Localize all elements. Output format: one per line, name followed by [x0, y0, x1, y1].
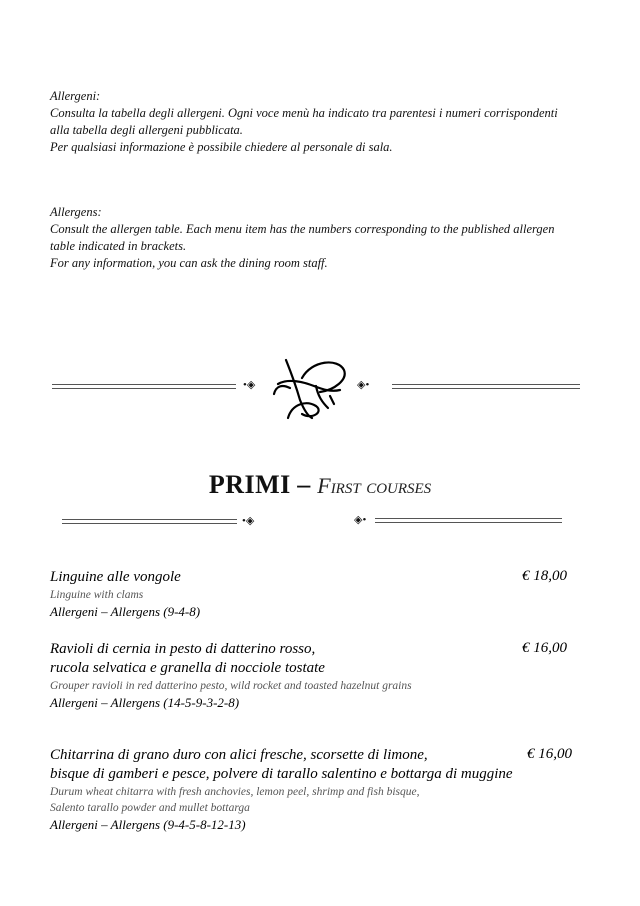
notice-line: Consult the allergen table. Each menu item has the numbers corresponding to the published allergen [50, 222, 555, 236]
item-name: Chitarrina di grano duro con alici fresche, scorsette di limone, [50, 747, 428, 763]
item-description: Grouper ravioli in red datterino pesto, wild rocket and toasted hazelnut grains [50, 680, 412, 692]
item-description-line2: Salento tarallo powder and mullet bottarga [50, 802, 250, 814]
divider-line [62, 519, 237, 524]
diamond-ornament-icon: ◈• [357, 379, 370, 391]
section-title-italian: PRIMI [208, 470, 291, 499]
notice-heading: Allergeni: [50, 89, 101, 103]
notice-line: For any information, you can ask the dining room staff. [50, 256, 328, 270]
item-name: Ravioli di cernia in pesto di datterino rosso, [50, 641, 316, 657]
section-title [0, 470, 640, 500]
flourish-icon [268, 356, 350, 424]
divider-line [392, 384, 580, 389]
item-description: Linguine with clams [50, 589, 144, 601]
item-name-line2: bisque di gamberi e pesce, polvere di tarallo salentino e bottarga di muggine [50, 766, 513, 782]
item-price: € 16,00 [522, 640, 567, 656]
menu-item [50, 746, 513, 833]
diamond-ornament-icon: •◈ [242, 515, 255, 527]
menu-item [50, 640, 412, 711]
section-title-dash: – [297, 470, 311, 499]
notice-line: Consulta la tabella degli allergeni. Ogni voce menù ha indicato tra parentesi i numeri corrispondenti [50, 106, 558, 120]
diamond-ornament-icon: •◈ [243, 379, 256, 391]
divider-line [375, 518, 562, 523]
divider-line [52, 384, 236, 389]
notice-line: Per qualsiasi informazione è possibile chiedere al personale di sala. [50, 140, 393, 154]
item-price: € 16,00 [527, 746, 572, 762]
notice-line: table indicated in brackets. [50, 239, 187, 253]
section-title-english: First courses [317, 473, 432, 498]
item-allergens: Allergeni – Allergens (14-5-9-3-2-8) [50, 695, 240, 710]
item-description: Durum wheat chitarra with fresh anchovies, lemon peel, shrimp and fish bisque, [50, 786, 420, 798]
notice-heading: Allergens: [50, 205, 102, 219]
item-allergens: Allergeni – Allergens (9-4-5-8-12-13) [50, 817, 246, 832]
allergen-notice-italian [50, 88, 558, 156]
item-allergens: Allergeni – Allergens (9-4-8) [50, 604, 201, 619]
menu-item [50, 568, 200, 620]
allergen-notice-english [50, 204, 554, 272]
item-name-line2: rucola selvatica e granella di nocciole tostate [50, 660, 325, 676]
item-price: € 18,00 [522, 568, 567, 584]
notice-line: alla tabella degli allergeni pubblicata. [50, 123, 243, 137]
item-name: Linguine alle vongole [50, 569, 181, 585]
diamond-ornament-icon: ◈• [354, 514, 367, 526]
